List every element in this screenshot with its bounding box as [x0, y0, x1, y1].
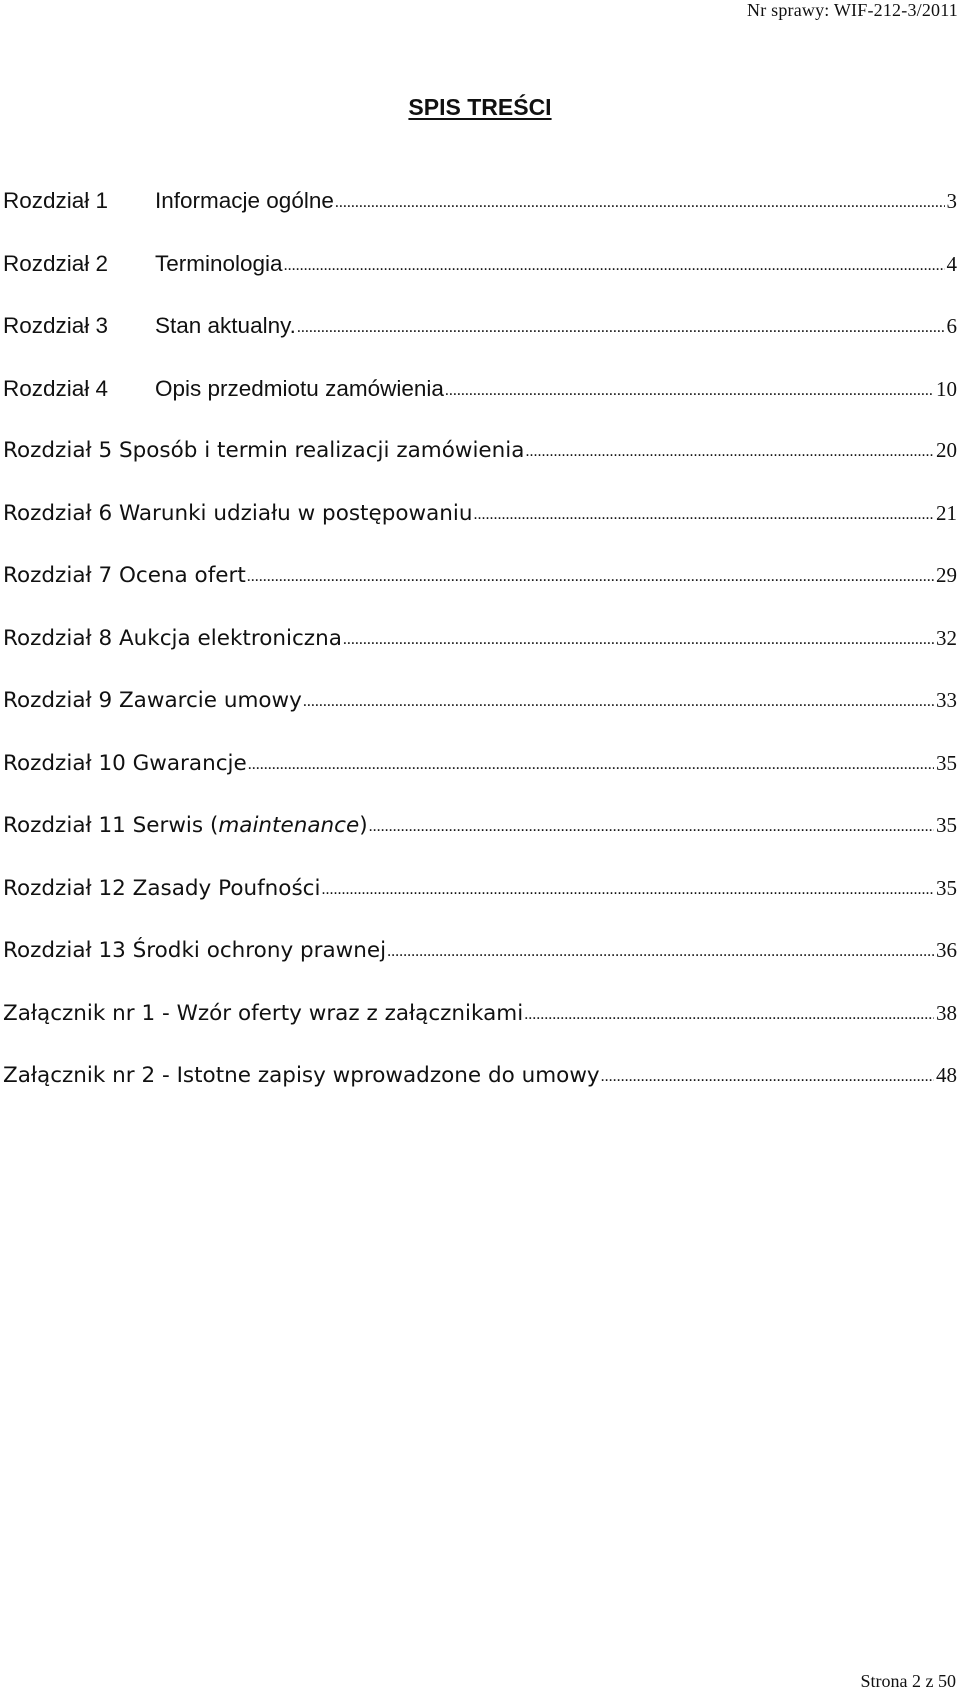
toc-chapter-number: Rozdział 4 [3, 375, 109, 401]
toc-entry[interactable] [3, 688, 957, 751]
toc-page-number: 32 [936, 625, 957, 650]
page-number-footer: Strona 2 z 50 [860, 1671, 956, 1691]
toc-leader-dots [474, 500, 934, 525]
toc-page-number: 10 [936, 376, 957, 401]
toc-leader-dots [525, 437, 934, 462]
toc-entry-title: Załącznik nr 1 - Wzór oferty wraz z załącznikami [3, 1000, 524, 1026]
toc-leader-dots [369, 812, 934, 837]
toc-entry[interactable] [3, 876, 957, 939]
toc-page-number: 36 [936, 938, 957, 962]
toc-entry[interactable] [3, 188, 957, 251]
toc-chapter-number: Rozdział 2 [3, 250, 109, 276]
toc-entry-title: Stan aktualny. [155, 313, 296, 338]
toc-entry-title: Rozdział 9 Zawarcie umowy [3, 688, 302, 713]
toc-page-number: 21 [936, 500, 957, 525]
toc-leader-dots [343, 625, 934, 650]
toc-page-number: 35 [936, 875, 957, 900]
toc-leader-dots [284, 250, 945, 276]
toc-entry-title: Rozdział 12 Zasady Poufności [3, 875, 321, 901]
toc-entry[interactable] [3, 376, 957, 439]
toc-entry[interactable] [3, 563, 957, 626]
toc-page-number: 3 [946, 189, 957, 213]
toc-entry-title-prefix: Rozdział 11 Serwis ( [3, 813, 219, 838]
toc-entry-title: Opis przedmiotu zamówienia [155, 375, 444, 401]
toc-entry-title: Załącznik nr 2 - Istotne zapisy wprowadzone do umowy [3, 1063, 600, 1088]
toc-entry[interactable] [3, 751, 957, 814]
toc-page-number: 4 [946, 251, 957, 276]
toc-leader-dots [524, 1000, 934, 1025]
toc-leader-dots [303, 687, 934, 712]
toc-page-number: 29 [936, 563, 957, 587]
toc-entry-title [3, 813, 368, 838]
toc-entry[interactable] [3, 501, 957, 564]
toc-page-number: 48 [936, 1063, 957, 1087]
table-of-contents [3, 188, 957, 1126]
toc-entry-title: Rozdział 5 Sposób i termin realizacji zamówienia [3, 438, 525, 463]
toc-entry[interactable] [3, 251, 957, 314]
toc-leader-dots [248, 750, 934, 775]
toc-leader-dots [601, 1062, 934, 1087]
toc-entry[interactable] [3, 438, 957, 501]
toc-entry-title: Informacje ogólne [155, 188, 334, 213]
toc-chapter-number: Rozdział 1 [3, 188, 109, 213]
toc-entry-title: Rozdział 7 Ocena ofert [3, 563, 246, 588]
toc-chapter-number: Rozdział 3 [3, 313, 109, 338]
toc-entry[interactable] [3, 313, 957, 376]
toc-entry-title-suffix: ) [359, 813, 368, 838]
toc-leader-dots [335, 187, 945, 213]
page-title: SPIS TREŚCI [408, 94, 552, 120]
toc-leader-dots [247, 562, 934, 587]
toc-entry[interactable] [3, 813, 957, 876]
toc-page-number: 38 [936, 1000, 957, 1025]
toc-leader-dots [297, 312, 945, 338]
toc-leader-dots [387, 937, 934, 962]
toc-entry-title: Terminologia [155, 250, 283, 276]
toc-entry[interactable] [3, 938, 957, 1001]
toc-leader-dots [445, 375, 934, 401]
toc-entry-title: Rozdział 13 Środki ochrony prawnej [3, 938, 387, 963]
toc-entry-title: Rozdział 6 Warunki udziału w postępowaniu [3, 500, 473, 526]
toc-page-number: 6 [946, 314, 957, 338]
toc-page-number: 35 [936, 750, 957, 775]
case-number-header: Nr sprawy: WIF-212-3/2011 [747, 0, 958, 20]
toc-entry-title-italic: maintenance [218, 813, 360, 838]
toc-entry[interactable] [3, 626, 957, 689]
toc-entry[interactable] [3, 1001, 957, 1064]
toc-page-number: 20 [936, 438, 957, 462]
toc-leader-dots [321, 875, 934, 900]
toc-entry[interactable] [3, 1063, 957, 1126]
toc-entry-title: Rozdział 10 Gwarancje [3, 750, 247, 776]
toc-page-number: 35 [936, 813, 957, 837]
toc-entry-title: Rozdział 8 Aukcja elektroniczna [3, 625, 342, 651]
toc-page-number: 33 [936, 688, 957, 712]
